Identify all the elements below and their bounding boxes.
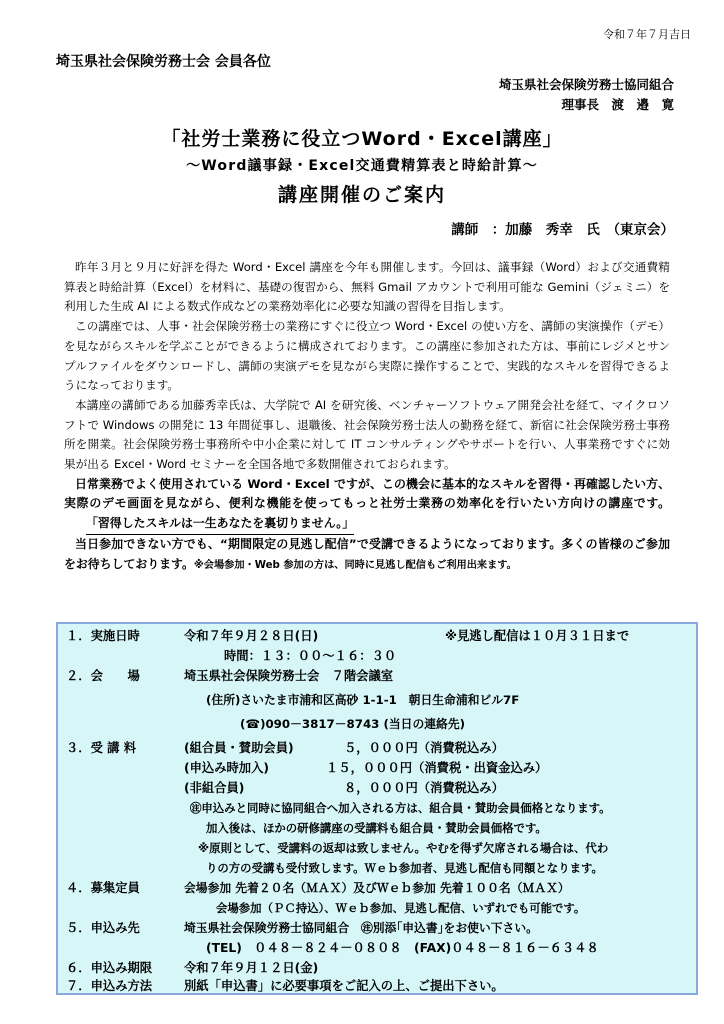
capacity-note: 会場参加（ＰＣ持込）、Ｗｅｂ参加、見逃し配信、いずれでも可能です。 bbox=[216, 901, 586, 915]
paragraph-course: この講座では、人事・社会保険労務士の業務にすぐに役立つ Word・Excel の使い方を、講師の実演操作（デモ）を見ながらスキルを学ぶことができるように構成されております。この講座に参加された方は、事前にレジメとサンプルファイルをダウンロードし、講師の実演デモを見ながら実際に操作することで、実践的なスキルを習得できるようになっております。 bbox=[64, 319, 670, 393]
date-value: 令和７年９月２８日(日) bbox=[184, 629, 319, 643]
sender-name: 理事長 渡 邉 寛 bbox=[561, 97, 674, 112]
fee-note-3: ※原則として、受講料の返却は致しません。やむを得ず欠席される場合は、代わ bbox=[198, 841, 609, 855]
fee-category-nonmember: (非組合員) bbox=[184, 781, 245, 795]
venue-label: ２．会 場 bbox=[66, 669, 140, 683]
fee-label: ３．受 講 料 bbox=[66, 741, 137, 755]
deadline-value: 令和７年９月１２日(金) bbox=[184, 961, 319, 975]
deadline-label: ６．申込み期限 bbox=[66, 961, 153, 975]
venue-value: 埼玉県社会保険労務士会 ７階会議室 bbox=[184, 669, 394, 683]
contact-phone: (☎)090－3817－8743 (当日の連絡先) bbox=[240, 717, 466, 731]
method-value: 別紙「申込書」に必要事項をご記入の上、ご提出下さい。 bbox=[184, 979, 504, 993]
document-subtitle: ～Word議事録・Excel交通費精算表と時給計算～ bbox=[186, 158, 538, 174]
fee-category-member: (組合員・賛助会員) bbox=[184, 741, 294, 755]
recipient: 埼玉県社会保険労務士会 会員各位 bbox=[56, 54, 271, 70]
streaming-text: 当日参加できない方でも、“期間限定の見逃し配信”で受講できるようになっております。多くの皆様のご参加をお待ちしております。 bbox=[64, 536, 670, 571]
paragraph-target bbox=[64, 475, 670, 535]
fee-note-1: ㊟申込みと同時に協同組合へ加入される方は、組合員・賛助会員価格となります。 bbox=[190, 801, 611, 815]
apply-contact: (TEL) ０４８－８２４－０８０８ (FAX)０４８－８１６－６３４８ bbox=[206, 941, 599, 955]
catchphrase: 「習得したスキルは一生あなたを裏切りません。」 bbox=[86, 514, 354, 535]
method-label: ７．申込み方法 bbox=[66, 979, 153, 993]
lecturer-line: 講師 ：加藤 秀幸 氏 （東京会） bbox=[451, 222, 674, 238]
fee-amount-member: ５，０００円（消費税込み） bbox=[344, 741, 504, 755]
streaming-deadline: ※見逃し配信は１０月３１日まで bbox=[445, 629, 630, 643]
fee-note-2: 加入後は、ほかの研修講座の受講料も組合員・賛助会員価格です。 bbox=[206, 821, 547, 835]
apply-label: ５．申込み先 bbox=[66, 921, 140, 935]
announcement-heading: 講座開催のご案内 bbox=[277, 184, 446, 206]
paragraph-lecturer: 本講座の講師である加藤秀幸氏は、大学院で AI を研究後、ベンチャーソフトウェア開発会社を経て、マイクロソフトで Windows の開発に 13 年間従事し、退職後、社会保険労務士法人の勤務を経て、新宿に社会保険労務士事務所を開業。社会保険労務士事務所や中小企業に対して IT コンサルティングやサポートを行い、人事業務ですぐに効果が出る Excel・Word セミナーを全国各地で多数開催されておられます。 bbox=[64, 397, 670, 472]
paragraph-streaming bbox=[64, 535, 670, 575]
sender-organization: 埼玉県社会保険労務士協同組合 bbox=[498, 77, 674, 92]
venue-address: (住所)さいたま市浦和区高砂 1-1-1 朝日生命浦和ビル7F bbox=[206, 693, 520, 707]
date-label: １．実施日時 bbox=[66, 629, 140, 643]
document-title: 「社労士業務に役立つWord・Excel講座」 bbox=[161, 128, 563, 150]
capacity-label: ４．募集定員 bbox=[66, 881, 140, 895]
target-text: 日常業務でよく使用されている Word・Excel ですが、この機会に基本的なスキルを習得・再確認したい方、実際のデモ画面を見ながら、便利な機能を使ってもっと社労士業務の効率化を行いたい方向けの講座です。 bbox=[64, 476, 670, 511]
fee-amount-nonmember: ８，０００円（消費税込み） bbox=[344, 781, 504, 795]
capacity-value: 会場参加 先着２０名（ＭＡＸ）及びＷｅｂ参加 先着１００名（ＭＡＸ） bbox=[184, 881, 570, 895]
fee-category-join: (申込み時加入) bbox=[184, 761, 270, 775]
apply-value: 埼玉県社会保険労務士協同組合 ㊟別添｢申込書｣をお使い下さい。 bbox=[184, 921, 538, 935]
paragraph-intro: 昨年３月と９月に好評を得た Word・Excel 講座を今年も開催します。今回は、議事録（Word）および交通費精算表と時給計算（Excel）を材料に、基礎の復習から、無料 Gmail アカウントで利用可能な Gemini（ジェミニ）を利用した生成 AI による数式作成などの業務効率化に必要な知識の習得を目指します。 bbox=[64, 260, 670, 314]
fee-note-4: りの方の受講も受付致します。Ｗｅｂ参加者、見逃し配信も同額となります。 bbox=[206, 861, 603, 875]
body-text bbox=[64, 258, 670, 575]
fee-amount-join: １５，０００円（消費税・出資金込み） bbox=[326, 761, 548, 775]
streaming-note: ※会場参加・Web 参加の方は、同時に見逃し配信もご利用出来ます。 bbox=[193, 559, 517, 571]
issue-date: 令和７年７月吉日 bbox=[603, 28, 691, 41]
time-value: 時間：１３：００～１６：３０ bbox=[224, 649, 397, 663]
